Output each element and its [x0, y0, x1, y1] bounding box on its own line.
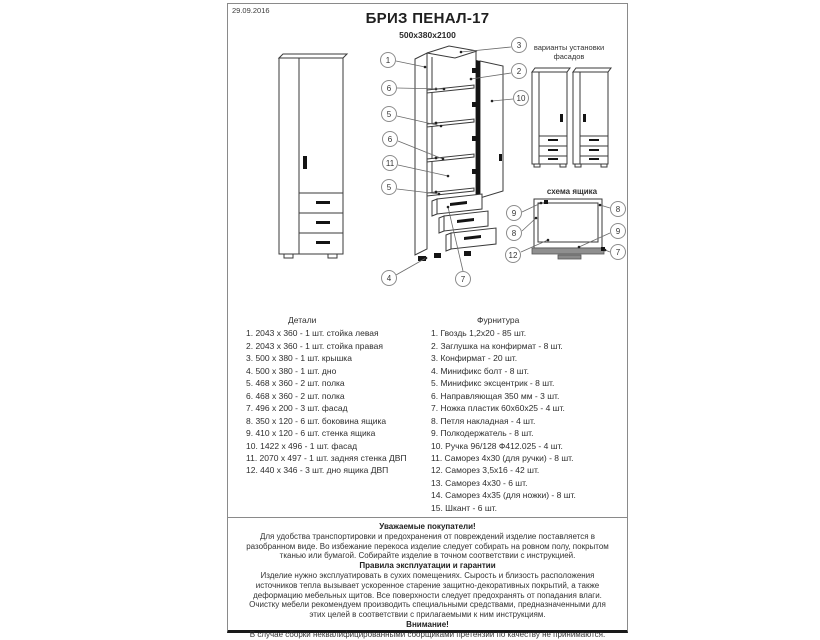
list-item: 4. Минификс болт - 8 шт.: [431, 365, 529, 376]
list-item: 11. 2070 x 497 - 1 шт. задняя стенка ДВП: [246, 452, 407, 463]
list-item: 3. Конфирмат - 20 шт.: [431, 353, 518, 364]
list-item: 10. Ручка 96/128 Ф412.025 - 4 шт.: [431, 440, 563, 451]
cabinet-front-view: [271, 49, 363, 264]
list-item: 10. 1422 x 496 - 1 шт. фасад: [246, 440, 358, 451]
callout-number: 7: [615, 248, 621, 257]
hardware-list: [431, 314, 626, 514]
parts-list-title: Детали: [288, 315, 317, 325]
shelves: [427, 85, 474, 196]
drawer-scheme-view: [501, 184, 629, 264]
list-item: 1. 2043 x 360 - 1 шт. стойка левая: [246, 328, 379, 339]
callout-number: 10: [516, 94, 526, 103]
list-item: 5. 468 x 360 - 2 шт. полка: [246, 378, 345, 389]
drawer-facade: [532, 248, 604, 254]
callout: [382, 107, 443, 128]
facade-options-label: варианты установки фасадов: [533, 43, 605, 61]
list-item: 8. 350 x 120 - 6 шт. боковина ящика: [246, 415, 387, 426]
callout: [604, 245, 626, 260]
list-item: 7. Ножка пластик 60x60x25 - 4 шт.: [431, 403, 565, 414]
callout-number: 3: [516, 41, 522, 50]
page-title: БРИЗ ПЕНАЛ-17: [365, 10, 490, 27]
list-item: 8. Петля накладная - 4 шт.: [431, 415, 536, 426]
list-item: 12. Саморез 3,5x16 - 42 шт.: [431, 465, 540, 476]
list-item: 2. 2043 x 360 - 1 шт. стойка правая: [246, 340, 383, 351]
drawer-handle: [589, 149, 599, 151]
callout-number: 2: [516, 67, 522, 76]
list-item: 14. Саморез 4x35 (для ножки) - 8 шт.: [431, 490, 576, 501]
customers-text: Для удобства транспортировки и предохранения от повреждений изделие поставляется в разобранном виде. Во избежание перекоса изделие следует собирать на ровном полу, покрытом тканью или бумагой. Собирайте изделие в точном соответствии с инструкцией.: [246, 531, 609, 561]
cabinet-drawing: [279, 54, 347, 258]
shelf: [427, 188, 474, 196]
drawer-handle: [548, 149, 558, 151]
list-item: 2. Заглушка на конфирмат - 8 шт.: [431, 340, 563, 351]
cabinet-foot: [534, 164, 540, 167]
callout-number: 8: [511, 229, 517, 238]
facade-variant-right-handle-left: [573, 68, 611, 167]
hardware-list-items: [431, 327, 626, 514]
callout: [382, 180, 441, 196]
list-item: 7. 496 x 200 - 3 шт. фасад: [246, 403, 348, 414]
cabinet-foot: [575, 164, 581, 167]
foot: [434, 253, 441, 258]
list-item: 6. Направляющая 350 мм - 3 шт.: [431, 390, 560, 401]
instruction-sheet: [227, 3, 628, 639]
drawer-box: [532, 199, 605, 259]
callout: [599, 202, 626, 217]
facade-options-view: [524, 65, 616, 171]
rules-heading: Правила эксплуатации и гарантии: [359, 561, 496, 571]
list-item: 11. Саморез 4x30 (для ручки) - 8 шт.: [431, 452, 574, 463]
parts-list: [246, 314, 428, 477]
drawer-handle: [589, 139, 599, 141]
door-edge: [476, 60, 480, 199]
hinge: [472, 68, 477, 73]
foot: [464, 251, 471, 256]
drawer-scheme-label: схема ящика: [546, 187, 598, 196]
facade-variant-left-handle-right: [532, 68, 570, 167]
top-panel: [427, 46, 477, 58]
open-door: [472, 60, 503, 199]
list-item: 1. Гвоздь 1,2x20 - 85 шт.: [431, 328, 527, 339]
list-item: 9. 410 x 120 - 6 шт. стенка ящика: [246, 428, 376, 439]
drawer-handle: [316, 221, 330, 224]
cabinet-foot: [284, 254, 293, 258]
hinge: [472, 102, 477, 107]
drawer-handle: [316, 201, 330, 204]
shelf: [427, 119, 474, 127]
callout-number: 12: [508, 251, 518, 260]
list-item: 6. 468 x 360 - 2 шт. полка: [246, 390, 345, 401]
door-handle: [560, 114, 563, 122]
door-handle: [583, 114, 586, 122]
attention-text: В случае сборки неквалифицированными сборщиками претензии по качеству не принимаются.: [249, 629, 606, 639]
list-item: 5. Минификс эксцентрик - 8 шт.: [431, 378, 555, 389]
callout-number: 11: [385, 159, 395, 168]
left-side-panel: [415, 53, 427, 255]
document-date: 29.09.2016: [232, 6, 270, 15]
callout-number: 6: [386, 84, 392, 93]
customers-heading: Уважаемые покупатели!: [379, 522, 476, 531]
door-handle: [499, 154, 502, 161]
cabinet-foot: [601, 164, 607, 167]
callout: [382, 257, 428, 286]
list-item: 13. Саморез 4x30 - 6 шт.: [431, 477, 528, 488]
callout: [460, 38, 527, 54]
callout-number: 9: [615, 227, 621, 236]
drawer-handle: [316, 241, 330, 244]
notes-section: [228, 517, 627, 640]
drawer-handle: [548, 139, 558, 141]
list-item: 12. 440 x 346 - 3 шт. дно ящика ДВП: [246, 465, 389, 476]
callout-number: 9: [511, 209, 517, 218]
list-item: 15. Шкант - 6 шт.: [431, 502, 497, 513]
list-item: 4. 500 x 380 - 1 шт. дно: [246, 365, 337, 376]
callout-number: 1: [385, 56, 391, 65]
drawers: [432, 194, 496, 251]
door-handle: [303, 156, 307, 169]
cabinet-foot: [328, 254, 337, 258]
product-dimensions: 500x380x2100: [399, 30, 456, 40]
list-item: 3. 500 x 380 - 1 шт. крышка: [246, 353, 352, 364]
callout-number: 5: [386, 183, 392, 192]
callout-number: 4: [386, 274, 392, 283]
callout-number: 7: [460, 275, 466, 284]
hinge: [472, 136, 477, 141]
callout-number: 6: [387, 135, 393, 144]
cabinet-foot: [560, 164, 566, 167]
callout-number: 8: [615, 205, 621, 214]
drawer-handle: [548, 158, 558, 160]
drawer-handle: [589, 158, 599, 160]
list-item: 9. Полкодержатель - 8 шт.: [431, 428, 534, 439]
rules-text: Изделие нужно эксплуатировать в сухих помещениях. Сырость и близость расположения источников тепла вызывает ускоренное старение защитно-декоративных покрытий, а также деформацию мебельных щитов. Все поверхности следует предохранять от попадания влаги. Очистку мебели рекомендуем производить специальными средствами, предназначенными для этих целей в соответствии с прилагаемыми к ним инструкциям.: [249, 570, 606, 620]
hinge: [472, 169, 477, 174]
hardware-list-title: Фурнитура: [477, 315, 520, 325]
parts-list-items: [246, 327, 428, 476]
callout-number: 5: [386, 110, 392, 119]
drawer-handle: [558, 255, 581, 259]
attention-heading: Внимание!: [406, 619, 449, 629]
